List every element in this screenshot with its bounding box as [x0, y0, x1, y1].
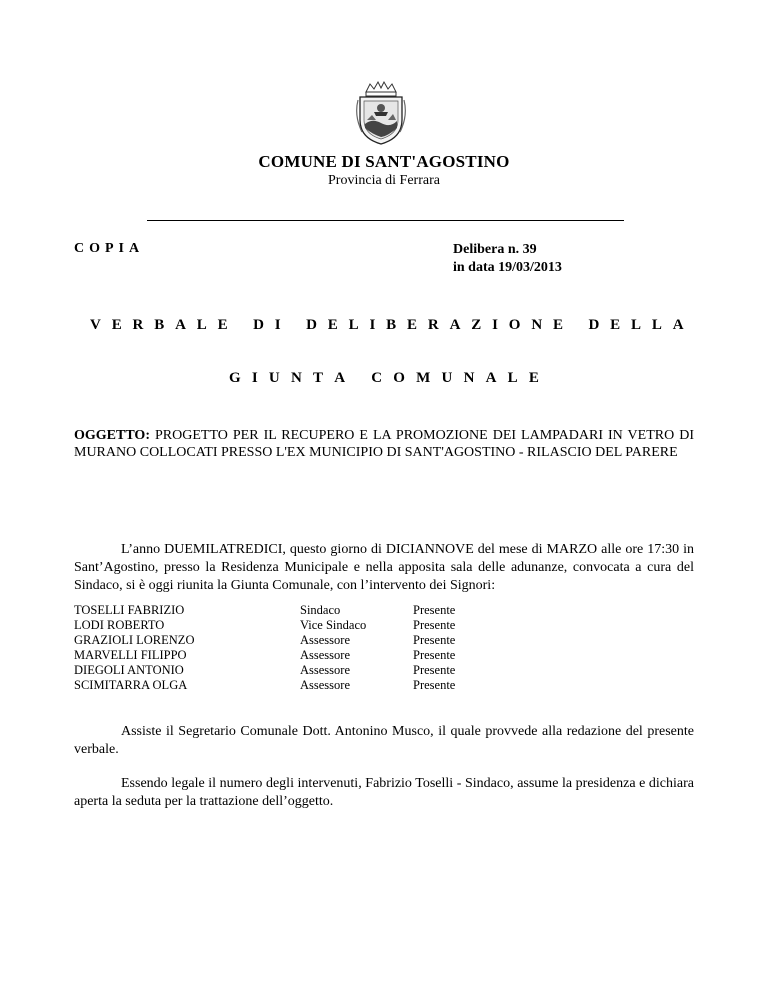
intro-paragraph: L’anno DUEMILATREDICI, questo giorno di DICIANNOVE del mese di MARZO alle ore 17:30 in Sant’Agostino, presso la Residenza Municipale e nella apposita sala delle adunanze, convocata a cura del Sindaco, si è oggi riunita la Giunta Comunale, con l’intervento dei Signori:: [74, 542, 694, 593]
member-status: Presente: [413, 603, 456, 617]
heading-letter: I: [274, 317, 281, 333]
delibera-info: [453, 241, 562, 277]
heading-letter: L: [348, 317, 359, 333]
member-role: Assessore: [300, 633, 350, 647]
heading-letter: R: [427, 317, 439, 333]
heading-letter: A: [485, 370, 497, 386]
heading-letter: B: [154, 317, 165, 333]
member-row: [74, 633, 513, 648]
member-role: Sindaco: [300, 603, 341, 617]
member-name: SCIMITARRA OLGA: [74, 678, 188, 692]
member-role: Vice Sindaco: [300, 618, 367, 632]
heading-letter: E: [327, 317, 338, 333]
municipal-crest-icon: [352, 80, 410, 146]
heading-letter: O: [508, 317, 521, 333]
heading-letter: I: [369, 317, 376, 333]
heading-letter: [239, 317, 243, 334]
member-role: Assessore: [300, 663, 350, 677]
heading-letter: D: [306, 317, 317, 333]
member-row: [74, 648, 513, 663]
heading-letter: B: [386, 317, 397, 333]
heading-letter: E: [553, 317, 564, 333]
heading-letter: D: [588, 317, 600, 333]
member-status: Presente: [413, 663, 456, 677]
heading-letter: A: [334, 370, 346, 386]
heading-letter: L: [631, 317, 642, 333]
heading-letter: O: [393, 370, 405, 386]
heading-letter: G: [229, 370, 241, 386]
province-subtitle: Provincia di Ferrara: [328, 173, 440, 188]
oggetto-text: PROGETTO PER IL RECUPERO E LA PROMOZIONE DEI LAMPADARI IN VETRO DI MURANO COLLOCATI PRESSO L'EX MUNICIPIO DI SANT'AGOSTINO - RILASCIO DEL PARERE: [74, 428, 694, 460]
member-name: LODI ROBERTO: [74, 618, 165, 632]
member-role: Assessore: [300, 648, 350, 662]
heading-letter: I: [251, 370, 258, 386]
member-row: [74, 663, 513, 678]
heading-letter: E: [407, 317, 418, 333]
heading-letter: D: [253, 317, 264, 333]
member-status: Presente: [413, 648, 456, 662]
heading-letter: E: [610, 317, 621, 333]
member-name: GRAZIOLI LORENZO: [74, 633, 195, 647]
heading-verbale: [90, 317, 684, 334]
heading-letter: Z: [471, 317, 482, 333]
heading-letter: T: [313, 370, 324, 386]
heading-letter: U: [441, 370, 453, 386]
heading-letter: N: [463, 370, 475, 386]
heading-letter: N: [531, 317, 543, 333]
heading-letter: E: [111, 317, 122, 333]
member-status: Presente: [413, 678, 456, 692]
heading-letter: [356, 370, 360, 387]
oggetto-label: OGGETTO:: [74, 428, 150, 443]
member-name: DIEGOLI ANTONIO: [74, 663, 184, 677]
heading-letter: E: [217, 317, 228, 333]
members-table: [74, 603, 513, 693]
heading-letter: E: [528, 370, 539, 386]
heading-letter: N: [290, 370, 302, 386]
oggetto-section: [74, 427, 694, 461]
heading-letter: [291, 317, 295, 334]
member-role: Assessore: [300, 678, 350, 692]
heading-letter: A: [449, 317, 461, 333]
member-row: [74, 603, 513, 618]
heading-letter: C: [371, 370, 383, 386]
member-status: Presente: [413, 633, 456, 647]
member-row: [74, 678, 513, 693]
delibera-number: Delibera n. 39: [453, 242, 537, 257]
heading-letter: A: [175, 317, 186, 333]
heading-letter: L: [507, 370, 518, 386]
header-divider: [147, 220, 624, 221]
member-name: MARVELLI FILIPPO: [74, 648, 187, 662]
essendo-paragraph: Essendo legale il numero degli intervenuti, Fabrizio Toselli - Sindaco, assume la presidenza e dichiara aperta la seduta per la trattazione dell’oggetto.: [74, 776, 694, 809]
heading-letter: V: [90, 317, 101, 333]
assiste-paragraph: Assiste il Segretario Comunale Dott. Antonino Musco, il quale provvede alla redazione del presente verbale.: [74, 724, 694, 757]
heading-letter: [574, 317, 578, 334]
member-row: [74, 618, 513, 633]
heading-letter: M: [416, 370, 431, 386]
copia-label: COPIA: [74, 241, 145, 256]
heading-letter: R: [132, 317, 144, 333]
member-name: TOSELLI FABRIZIO: [74, 603, 185, 617]
heading-giunta: [229, 370, 539, 387]
heading-letter: L: [196, 317, 207, 333]
heading-letter: A: [672, 317, 684, 333]
member-status: Presente: [413, 618, 456, 632]
municipality-title: COMUNE DI SANT'AGOSTINO: [258, 152, 510, 171]
heading-letter: I: [492, 317, 498, 333]
heading-letter: L: [651, 317, 662, 333]
heading-letter: U: [268, 370, 280, 386]
delibera-date: in data 19/03/2013: [453, 260, 562, 275]
